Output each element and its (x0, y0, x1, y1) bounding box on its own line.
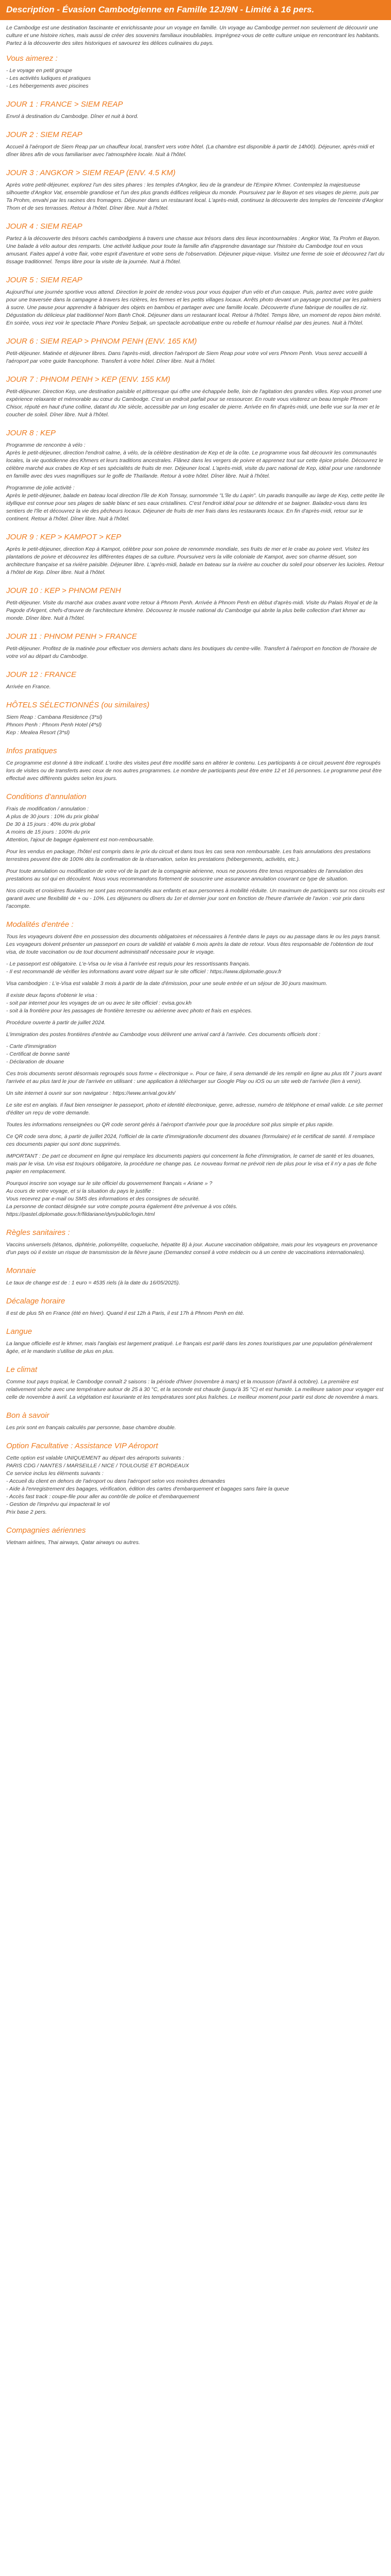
section-line: Frais de modification / annulation : (6, 806, 89, 812)
section-line: Petit-déjeuner. Matinée et déjeuner libres. Dans l'après-midi, direction l'aéroport de Siem Reap pour votre vol vers Phnom Penh. Vous serez accueilli à l'aéroport par votre guide francophone. Transfert à votre hôtel. Dîner libre. Nuit à l'hôtel. (6, 350, 367, 364)
section-line: Vaccins universels (tétanos, diphtérie, poliomyélite, coqueluche, hépatite B) à jour. Aucune vaccination obligatoire, mais pour les voyageurs en provenance d'un pays où il existe un risque de transmission de la fièvre jaune (Demandez conseil à votre médecin ou à un centre de vaccinations internationales). (6, 1242, 378, 1256)
section-line: - Carte d'immigration (6, 1043, 57, 1049)
section-heading: Option Facultative : Assistance VIP Aéroport (6, 1442, 158, 1450)
section-body (6, 759, 385, 783)
section-body (6, 805, 385, 910)
section-line: Après le petit-déjeuner, direction Kep à Kampot, célèbre pour son poivre de renommée mondiale, ses fruits de mer et le crabe au poivre vert. Visitez les plantations de poivre et découvrez les différentes étapes de sa culture. Poursuivez vers la ville coloniale de Kampot, avec son charme désuet, son architecture française et sa rivière paisible. Déjeuner libre. L'après-midi, balade en bateau sur la rivière au coucher du soleil pour observer les lucioles. Retour à l'hôtel de Kep. Dîner libre. Nuit à l'hôtel. (6, 546, 384, 575)
section-line: Procédure ouverte à partir de juillet 2024. (6, 1020, 106, 1026)
section-spacer (6, 988, 385, 992)
section-heading: Vous aimerez : (6, 54, 58, 63)
section-line: Accueil à l'aéroport de Siem Reap par un chauffeur local, transfert vers votre hôtel. (La chambre est disponible à partir de 14h00). Déjeuner, après-midi et dîner libres afin de vous familiariser avec l'atmosphère locale. Nuit à l'hôtel. (6, 144, 374, 158)
section-line: Siem Reap : Cambana Residence (3*sl) (6, 714, 103, 720)
section-heading: Bon à savoir (6, 1411, 50, 1420)
section-spacer (6, 1039, 385, 1043)
section-spacer (6, 883, 385, 887)
section-line: https://pastel.diplomatie.gouv.fr/fildariane/dyn/public/login.html (6, 1211, 155, 1217)
section-body (6, 645, 385, 660)
section-heading: Compagnies aériennes (6, 1526, 86, 1535)
section-body (6, 350, 385, 365)
section-line: PARIS CDG / NANTES / MARSEILLE / NICE / TOULOUSE ET BORDEAUX (6, 1463, 189, 1469)
section-heading: JOUR 2 : SIEM REAP (6, 130, 83, 139)
section-line: Il est de plus 5h en France (été en hiver). Quand il est 12h à Paris, il est 17h à Phnom Penh en été. (6, 1310, 245, 1316)
section-heading: Règles sanitaires : (6, 1228, 70, 1237)
section-line: Ce programme est donné à titre indicatif. L'ordre des visites peut être modifié sans en altérer le contenu. Les participants à ce circuit peuvent être regroupés lors de visites ou de transferts avec ceux de nos autres programmes. Le nombre de participants peut être entre 12 et 16 personnes. Le programme peut être effectué avec différents guides selon les jours. (6, 760, 382, 782)
section-line: Pour toute annulation ou modification de votre vol de la part de la compagnie aérienne, nous ne pouvons être tenus responsables de l'annulation des prestations au sol qui en découlent. Nous vous recommandons fortement de souscrire une assurance annulation couvrant ce type de situation. (6, 868, 363, 882)
section-line: A plus de 30 jours : 10% du prix global (6, 814, 99, 820)
section-heading: JOUR 6 : SIEM REAP > PHNOM PENH (ENV. 165 KM) (6, 337, 197, 346)
section-heading: Modalités d'entrée : (6, 920, 74, 929)
section-heading: JOUR 3 : ANGKOR > SIEM REAP (ENV. 4.5 KM) (6, 168, 176, 177)
section-line: Ces trois documents seront désormais regroupés sous forme « électronique ». Pour ce faire, il sera demandé de les remplir en ligne au plus tôt 7 jours avant l'arrivée et au plus tard le jour de l'arrivée en utilisant : une application à télécharger sur Google Play ou iOS ou un site web de l'arrivée (lien à venir). (6, 1071, 382, 1084)
section-line: Pour les vendus en package, l'hôtel est compris dans le prix du circuit et dans tous les cas sera non remboursable. Les frais annulations des prestations terrestres peuvent être de 100% dès la confirmation de la réservation, selon les prestations (hébergements, activités, etc.). (6, 849, 371, 862)
section-heading: JOUR 9 : KEP > KAMPOT > KEP (6, 533, 121, 541)
section-line: - Certificat de bonne santé (6, 1051, 70, 1057)
section-spacer (6, 1129, 385, 1133)
section-heading: JOUR 10 : KEP > PHNOM PENH (6, 586, 121, 595)
section-heading: JOUR 8 : KEP (6, 429, 56, 437)
section-body (6, 546, 385, 577)
section-line: Après le petit-déjeuner, direction l'endroit calme, à vélo, de la célèbre destination de Kep et de la côte. Le programme vous fait découvrir les communautés locales, la vie quotidienne des Khmers et leurs traditions ancestrales. Flânez dans les vergers de poivre et apprenez tout sur cette épice prisée. Découvrez le célèbre marché aux crabes de Kep et ses spécialités de fruits de mer. Déjeuner local. L'après-midi, visite du parc national de Kep, idéal pour une randonnée en famille avec des vues magnifiques sur le golfe de Thaïlande. Retour à votre hôtel. Dîner libre. Nuit à l'hôtel. (6, 450, 383, 479)
section-line: Un site internet à ouvrir sur son navigateur : https://www.arrival.gov.kh/ (6, 1090, 175, 1096)
section-line: - Les hébergements avec piscines (6, 83, 89, 89)
section-line: Ce QR code sera donc, à partir de juillet 2024, l'officiel de la carte d'immigration/le document des douanes (formulaire) et le certificat de santé. Il remplace ces documents papier qui sont donc supprimés. (6, 1133, 375, 1147)
section-line: Vous recevrez par e-mail ou SMS des informations et des consignes de sécurité. (6, 1196, 200, 1202)
section-spacer (6, 1015, 385, 1019)
section-line: - Le passeport est obligatoire. L'e-Visa ou le visa à l'arrivée est requis pour les ressortissants français. (6, 961, 251, 967)
section-line: Attention, l'ajout de bagage également est non-remboursable. (6, 837, 154, 843)
section-line: Après votre petit-déjeuner, explorez l'un des sites phares : les temples d'Angkor, lieu de la grandeur de l'Empire Khmer. Contemplez la majestueuse silhouette d'Angkor Vat, ensemble grandiose et l'un des plus grands édifices religieux du monde. Poursuivez par le Bayon et ses visages de pierre, puis par Ta Prohm, envahi par les racines des fromagers. Déjeuner dans un restaurant local. L'après-midi, continuez la découverte des temples de l'enceinte d'Angkor Thom et de ses terrasses. Retour à l'hôtel. Dîner libre. Nuit à l'hôtel. (6, 182, 384, 211)
section-line: Au cours de votre voyage, et si la situation du pays le justifie : (6, 1188, 154, 1194)
section-heading: Conditions d'annulation (6, 792, 87, 801)
section-spacer (6, 1097, 385, 1101)
section-body (6, 143, 385, 159)
section-line: - Les activités ludiques et pratiques (6, 75, 91, 81)
section-body (6, 1279, 385, 1287)
section-line: - Le voyage en petit groupe (6, 67, 72, 74)
section-line: Partez à la découverte des trésors cachés cambodgiens à travers une chasse aux trésors dans des lieux incontournables : Angkor Wat, Ta Prohm et Bayon. Une balade à vélo autour des remparts. Une activité ludique pour toute la famille afin d'apprendre davantage sur l'histoire du Cambodge tout en vous amusant. Faites appel à votre flair, votre esprit d'aventure et votre sens de l'observation. Déjeuner pique-nique. Visitez une ferme de soie et découvrez l'art du tissage traditionnel. Temps libre pour la visite de la journée. Nuit à l'hôtel. (6, 235, 385, 265)
section-line: Envol à destination du Cambodge. Dîner et nuit à bord. (6, 113, 139, 120)
section-line: Prix base 2 pers. (6, 1509, 47, 1515)
section-spacer (6, 1027, 385, 1031)
section-body (6, 442, 385, 523)
section-heading: JOUR 11 : PHNOM PENH > FRANCE (6, 632, 137, 641)
section-heading: Langue (6, 1327, 32, 1336)
section-spacer (6, 1176, 385, 1180)
section-line: Le taux de change est de : 1 euro = 4535 riels (à la date du 16/05/2025). (6, 1280, 181, 1286)
section-heading: JOUR 1 : FRANCE > SIEM REAP (6, 100, 123, 109)
section-spacer (6, 1086, 385, 1090)
section-line: A moins de 15 jours : 100% du prix (6, 829, 90, 835)
section-line: La langue officielle est le khmer, mais l'anglais est largement pratiqué. Le français est parlé dans les zones touristiques par une population généralement âgée, et le mandarin s'utilise de plus en plus. (6, 1341, 372, 1354)
section-heading: Monnaie (6, 1266, 36, 1275)
section-line: L'immigration des postes frontières d'entrée au Cambodge vous délivrent une arrival card à l'arrivée. Ces documents officiels dont : (6, 1031, 320, 1038)
section-line: Il existe deux façons d'obtenir le visa : (6, 992, 97, 998)
section-heading: JOUR 4 : SIEM REAP (6, 222, 83, 231)
section-line: De 30 à 15 jours : 40% du prix global (6, 821, 95, 827)
section-body (6, 1424, 385, 1432)
section-body (6, 599, 385, 622)
section-body (6, 1454, 385, 1516)
section-spacer (6, 1117, 385, 1121)
section-line: Après le petit-déjeuner, balade en bateau local direction l'île de Koh Tonsay, surnommée "L'île du Lapin". Un paradis tranquille au large de Kep, cette petite île idyllique est connue pour ses plages de sable blanc et ses eaux cristallines. C'est l'endroit idéal pour se détendre et se baigner. Baladez-vous dans les sentiers de l'île et découvrez la vie des pêcheurs locaux. Déjeuner de fruits de mer frais dans les restaurants locaux. En fin d'après-midi, retour sur le continent. Retour à l'hôtel. Dîner libre. Nuit à l'hôtel. (6, 493, 385, 522)
section-line: IMPORTANT : De part ce document en ligne qui remplace les documents papiers qui concernent la fiche d'immigration, le carnet de santé et les douanes, mais par le visa. Un visa est toujours obligatoire, la procédure ne change pas. Le nouveau format ne prévoit rien de plus pour le visa et il n'y a pas de fiche papier en remplacement. (6, 1153, 377, 1175)
section-line: Tous les voyageurs doivent être en possession des documents obligatoires et nécessaires à l'entrée dans le pays ou au passage dans le ou les pays transit. Les voyageurs doivent présenter un passeport en cours de validité et valable 6 mois après la date de retour. Vous êtes responsable de l'obtention de tout visa, de toute vaccination ou de tout document administratif nécessaire pour le voyage. (6, 934, 381, 955)
section-body (6, 1241, 385, 1257)
section-spacer (6, 863, 385, 868)
section-body (6, 714, 385, 737)
section-spacer (6, 1148, 385, 1153)
section-line: Kep : Mealea Resort (3*sl) (6, 730, 70, 736)
section-spacer (6, 844, 385, 848)
page-title: Description - Évasion Cambodgienne en Famille 12J/9N - Limité à 16 pers. (0, 0, 391, 20)
section-body (6, 1310, 385, 1317)
section-line: Pourquoi inscrire son voyage sur le site officiel du gouvernement français « Ariane » ? (6, 1180, 213, 1187)
section-line: Cette option est valable UNIQUEMENT au départ des aéroports suivants : (6, 1455, 184, 1461)
section-heading: HÔTELS SÉLECTIONNÉS (ou similaires) (6, 701, 150, 709)
section-body (6, 1378, 385, 1401)
section-heading: JOUR 12 : FRANCE (6, 670, 76, 679)
section-line: Comme tout pays tropical, le Cambodge connaît 2 saisons : la période d'hiver (novembre à mars) et la mousson (d'avril à octobre). La première est relativement sèche avec une température autour de 25 à 30 °C, et la seconde est chaude (jusqu'à 35 °C) et est humide. La meilleure saison pour voyager est celle de novembre à avril. La végétation est luxuriante et les températures sont plus fraîches. Le meilleur moment pour partir est donc de novembre à mars. (6, 1379, 384, 1400)
section-heading: Décalage horaire (6, 1297, 66, 1306)
section-spacer (6, 1066, 385, 1070)
section-line: - soit à la frontière pour les passages de frontière terrestre ou aérienne avec photo et frais en espèces. (6, 1008, 252, 1014)
section-line: - Aide à l'enregistrement des bagages, vérification, édition des cartes d'embarquement et bagages sans faire la queue (6, 1486, 289, 1492)
section-spacer (6, 480, 385, 484)
section-line: - Accès fast track : coupe-file pour aller au contrôle de police et d'embarquement (6, 1494, 199, 1500)
section-line: Ce service inclus les éléments suivants : (6, 1470, 104, 1477)
section-line: Petit-déjeuner. Visite du marché aux crabes avant votre retour à Phnom Penh. Arrivée à Phnom Penh en début d'après-midi. Visite du Palais Royal et de la Pagode d'Argent, chefs-d'œuvre de l'architecture khmère. Découvrez le musée national du Cambodge qui abrite la plus belle collection d'art khmer au monde. Dîner libre. Nuit à l'hôtel. (6, 600, 378, 621)
section-line: La personne de contact désignée sur votre compte pourra également être prévenue à vos côtés. (6, 1204, 238, 1210)
section-line: Aujourd'hui une journée sportive vous attend. Direction le point de rendez-vous pour vous équiper d'un vélo et d'un casque. Puis, partez avec votre guide pour une traversée dans la campagne à travers les rizières, les fermes et les petits villages locaux. Arrêts photo devant un paysage ponctué par les palmiers à sucre. Une pause pour apprendre à fabriquer des objets en bambou et partager avec une famille locale. Découverte d'une fabrique de nouilles de riz. Dégustation du délicieux plat traditionnel Nom Banh Chok. Déjeuner dans un restaurant local. Retour à l'hôtel. Temps libre, un moment de repos bien mérité. En soirée, vous irez voir le spectacle Phare Ponleu Selpak, un spectacle acrobatique entre ou rebelle et humour réalisé par des jeunes. Nuit à l'hôtel. (6, 289, 382, 326)
section-body (6, 113, 385, 121)
description-content (0, 20, 391, 1564)
section-line: Toutes les informations renseignées ou QR code seront gérés à l'aéroport d'arrivée pour que la procédure soit plus simple et plus rapide. (6, 1122, 334, 1128)
section-line: Vietnam airlines, Thai airways, Qatar airways ou autres. (6, 1539, 140, 1546)
section-heading: JOUR 5 : SIEM REAP (6, 276, 83, 284)
section-body (6, 67, 385, 90)
section-line: - Déclaration de douane (6, 1059, 64, 1065)
section-line: Programme de rencontre à vélo : (6, 442, 86, 448)
section-line: - Accueil du client en dehors de l'aéroport ou dans l'aéroport selon vos moindres demandes (6, 1478, 225, 1484)
section-line: Petit-déjeuner. Direction Kep, une destination paisible et pittoresque qui offre une échappée belle, loin de l'agitation des grandes villes. Kep vous promet une expérience relaxante et mémorable au cœur du Cambodge. C'est un endroit parfait pour se ressourcer. En route vous visiterez un beau temple Phnom Chisor, réputé en haut d'une colline, datant du XIe siècle, accessible par un long escalier de pierre. Arrivée en fin d'après-midi, une belle vue sur la mer et le coucher de soleil. Dîner libre. Nuit à l'hôtel. (6, 388, 382, 418)
section-line: Arrivée en France. (6, 684, 51, 690)
section-line: Le site est en anglais. Il faut bien renseigner le passeport, photo et identité électronique, genre, adresse, numéro de téléphone et email valide. Le site permet d'éditer un reçu de votre demande. (6, 1102, 383, 1116)
section-body (6, 289, 385, 327)
section-line: - Gestion de l'imprévu qui impacterait le vol (6, 1501, 110, 1507)
section-line: Phnom Penh : Phnom Penh Hotel (4*sl) (6, 722, 102, 728)
intro-paragraph: Le Cambodge est une destination fascinante et enrichissante pour un voyage en famille. Un voyage au Cambodge permet non seulement de découvrir une culture et une histoire riches, mais aussi de créer des souvenirs familiaux inoubliables. Imprégnez-vous de cette culture unique en rencontrant les habitants. Partez à la découverte des sites historiques et savourez les délices culinaires du pays. (6, 25, 380, 46)
section-line: Programme de jolie activité : (6, 485, 75, 491)
section-line: Nos circuits et croisières fluviales ne sont pas recommandés aux enfants et aux personnes à mobilité réduite. Un maximum de participants sur nos circuits est garanti avec une flexibilité de + ou - 10%. Les déjeuners ou dîners du 1er et dernier jour sont en fonction de l'heure d'arrivée de l'avion : voir prix dans l'acompte. (6, 888, 385, 909)
section-line: Les prix sont en français calculés par personne, base chambre double. (6, 1425, 176, 1431)
section-body (6, 1340, 385, 1355)
section-spacer (6, 976, 385, 980)
section-spacer (6, 956, 385, 960)
sections-container (6, 54, 385, 1547)
section-line: - Il est recommandé de vérifier les informations avant votre départ sur le site officiel : https://www.diplomatie.gouv.fr (6, 969, 282, 975)
section-body (6, 1539, 385, 1547)
section-line: Petit-déjeuner. Profitez de la matinée pour effectuer vos derniers achats dans les boutiques du centre-ville. Transfert à l'aéroport en fonction de l'horaire de votre vol au départ du Cambodge. (6, 646, 377, 659)
section-heading: JOUR 7 : PHNOM PENH > KEP (ENV. 155 KM) (6, 375, 170, 384)
section-body (6, 181, 385, 212)
section-heading: Le climat (6, 1365, 38, 1374)
section-line: Visa cambodgien : L'e-Visa est valable 3 mois à partir de la date d'émission, pour une seule entrée et un séjour de 30 jours maximum. (6, 980, 328, 987)
section-body (6, 388, 385, 419)
section-line: - soit par internet pour les voyages de un ou avec le site officiel : evisa.gov.kh (6, 1000, 192, 1006)
section-body (6, 683, 385, 691)
section-body (6, 933, 385, 1218)
section-body (6, 235, 385, 266)
section-heading: Infos pratiques (6, 747, 57, 755)
